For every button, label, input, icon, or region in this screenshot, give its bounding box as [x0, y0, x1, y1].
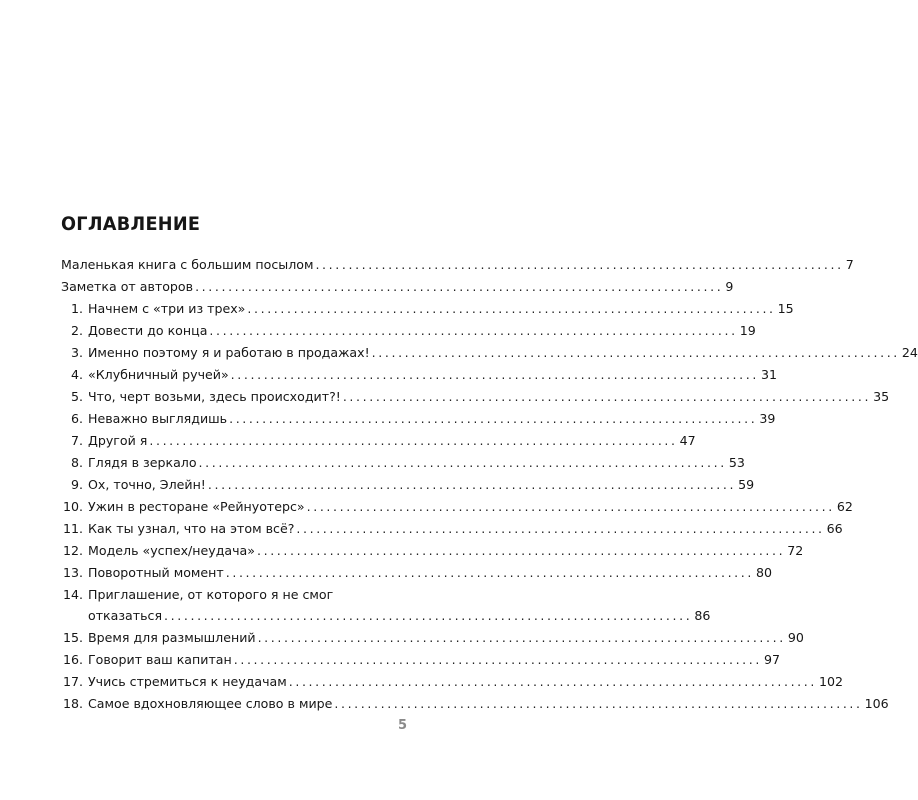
toc-entry-title: Время для размышлений [88, 630, 256, 645]
dot-leader: ................................................................................ [209, 323, 738, 338]
dot-leader: ................................................................................ [288, 674, 817, 689]
dot-leader: ................................................................................ [247, 301, 776, 316]
toc-entry-title-continued: отказаться [88, 608, 163, 623]
toc-entry-title: Модель «успех/неудача» [88, 543, 255, 558]
toc-entry-title: Учись стремиться к неудачам [88, 674, 287, 689]
toc-entry-3 [61, 345, 918, 367]
toc-entry-page: 47 [679, 433, 696, 448]
toc-entry-5 [61, 389, 890, 411]
toc-entry-number: 5. [70, 389, 83, 404]
toc-entry-page: 53 [728, 455, 745, 470]
toc-entry-18 [61, 696, 889, 718]
toc-entry-title: Другой я [88, 433, 148, 448]
toc-entry-page: 7 [845, 257, 854, 272]
toc-entry-page: 31 [760, 367, 777, 382]
toc-entry-6 [61, 411, 776, 433]
toc-entry-4 [61, 367, 777, 389]
toc-entry-number: 4. [70, 367, 83, 382]
toc-entry-title: Довести до конца [88, 323, 208, 338]
dot-leader: ................................................................................ [198, 455, 727, 470]
toc-entry-title: Именно поэтому я и работаю в продажах! [88, 345, 370, 360]
toc-entry-9 [61, 477, 755, 499]
toc-entry-title: Как ты узнал, что на этом всё? [88, 521, 295, 536]
toc-entry-number: 16. [62, 652, 83, 667]
toc-entry-title: Что, черт возьми, здесь происходит?! [88, 389, 341, 404]
toc-entry-10 [61, 499, 853, 521]
dot-leader: ................................................................................ [229, 411, 758, 426]
dot-leader: ................................................................................ [233, 652, 762, 667]
toc-entry-title: Приглашение, от которого я не смог [88, 587, 334, 602]
toc-entry-17 [61, 674, 844, 696]
toc-entry-number: 11. [62, 521, 83, 536]
toc-entry-number: 15. [62, 630, 83, 645]
toc-entry-title: Начнем с «три из трех» [88, 301, 246, 316]
toc-entry-authors-note [61, 279, 734, 301]
dot-leader: ................................................................................ [342, 389, 872, 404]
toc-entry-14 [61, 587, 711, 630]
toc-entry-page: 9 [725, 279, 734, 294]
dot-leader: ................................................................................ [315, 257, 844, 272]
dot-leader: ................................................................................ [225, 565, 754, 580]
dot-leader: ................................................................................ [334, 696, 863, 711]
toc-entry-number: 13. [62, 565, 83, 580]
page-number: 5 [398, 718, 408, 733]
toc-entry-title: Говорит ваш капитан [88, 652, 232, 667]
toc-entry-16 [61, 652, 781, 674]
toc-entry-page: 39 [759, 411, 776, 426]
toc-entry-page: 80 [756, 565, 773, 580]
toc-entry-title: «Клубничный ручей» [88, 367, 229, 382]
toc-entry-title: Неважно выглядишь [88, 411, 228, 426]
toc-entry-title: Заметка от авторов [61, 279, 194, 294]
toc-entry-page: 19 [739, 323, 756, 338]
dot-leader: ................................................................................ [207, 477, 737, 492]
dot-leader: ................................................................................ [195, 279, 724, 294]
toc-entry-page: 102 [819, 674, 844, 689]
dot-leader: ................................................................................ [306, 499, 835, 514]
toc-entry-number: 6. [70, 411, 83, 426]
toc-entry-page: 106 [864, 696, 889, 711]
toc-entry-page: 86 [694, 608, 711, 623]
toc-entry-7 [61, 433, 696, 455]
toc-entry-intro [61, 257, 854, 279]
toc-entry-1 [61, 301, 794, 323]
toc-entry-title: Ох, точно, Элейн! [88, 477, 206, 492]
dot-leader: ................................................................................ [371, 345, 900, 360]
toc-entry-title: Ужин в ресторане «Рейнуотерс» [88, 499, 305, 514]
dot-leader: ................................................................................ [257, 630, 786, 645]
toc-entry-title: Маленькая книга с большим посылом [61, 257, 314, 272]
toc-entry-8 [61, 455, 745, 477]
dot-leader: ................................................................................ [230, 367, 759, 382]
toc-entry-number: 10. [62, 499, 83, 514]
toc-entry-title: Глядя в зеркало [88, 455, 197, 470]
toc-entry-page: 15 [777, 301, 794, 316]
dot-leader: ................................................................................ [256, 543, 786, 558]
toc-entry-13 [61, 565, 773, 587]
toc-entry-page: 97 [764, 652, 781, 667]
dot-leader: ................................................................................ [149, 433, 678, 448]
toc-entry-title: Самое вдохновляющее слово в мире [88, 696, 333, 711]
toc-entry-page: 35 [873, 389, 890, 404]
toc-entry-15 [61, 630, 804, 652]
toc-entry-number: 12. [62, 543, 83, 558]
toc-entry-page: 72 [787, 543, 804, 558]
toc-entry-number: 9. [70, 477, 83, 492]
toc-entry-page: 24 [901, 345, 918, 360]
toc-entry-page: 90 [787, 630, 804, 645]
table-of-contents [61, 257, 918, 718]
toc-entry-number: 2. [70, 323, 83, 338]
toc-entry-2 [61, 323, 756, 345]
toc-entry-title: Поворотный момент [88, 565, 224, 580]
toc-entry-11 [61, 521, 843, 543]
toc-entry-page: 66 [826, 521, 843, 536]
toc-entry-page: 59 [738, 477, 755, 492]
toc-entry-number: 3. [70, 345, 83, 360]
toc-entry-12 [61, 543, 804, 565]
dot-leader: ................................................................................ [296, 521, 825, 536]
toc-entry-page: 62 [836, 499, 853, 514]
toc-title: ОГЛАВЛЕНИЕ [61, 213, 201, 235]
dot-leader: ................................................................................ [164, 608, 693, 623]
toc-entry-number: 8. [70, 455, 83, 470]
toc-entry-number: 7. [70, 433, 83, 448]
toc-entry-number: 17. [62, 674, 83, 689]
toc-entry-number: 1. [70, 301, 83, 316]
toc-entry-number: 18. [62, 696, 83, 711]
toc-entry-number: 14. [62, 587, 83, 602]
